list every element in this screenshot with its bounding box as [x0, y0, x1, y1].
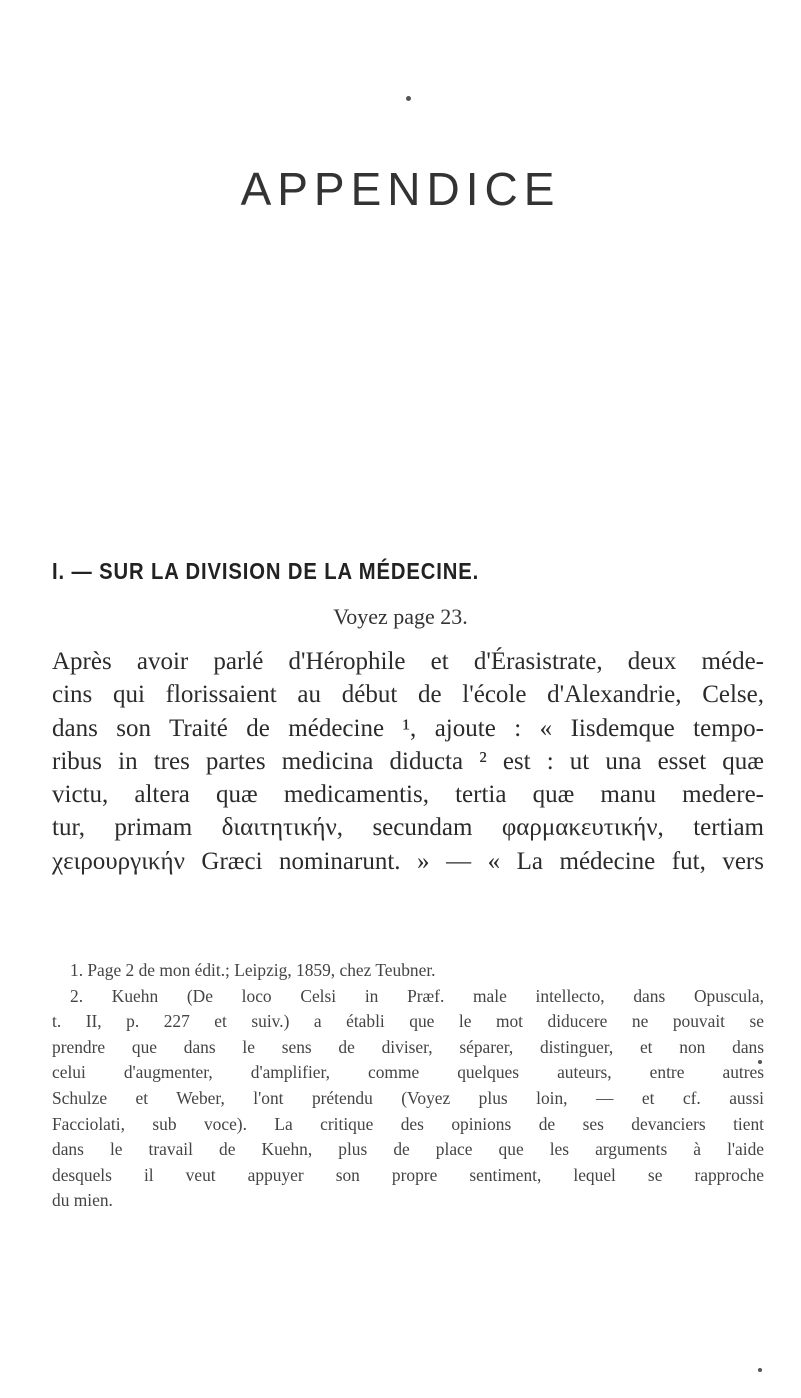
- footnote-2-line: Schulze et Weber, l'ont prétendu (Voyez plus loin, — et cf. aussi: [52, 1087, 764, 1108]
- footnote-2-line: dans le travail de Kuehn, plus de place que les arguments à l'aide: [52, 1139, 764, 1160]
- body-line: χειρουργικήν Græci nominarunt. » — « La médecine fut, vers: [52, 847, 764, 875]
- body-paragraph: [52, 645, 764, 878]
- section-heading: I. — SUR LA DIVISION DE LA MÉDECINE.: [52, 558, 480, 584]
- footnote-2-line: prendre que dans le sens de diviser, séparer, distinguer, et non dans: [52, 1036, 764, 1057]
- body-line: cins qui florissaient au début de l'école d'Alexandrie, Celse,: [52, 681, 764, 709]
- body-line: ribus in tres partes medicina diducta ² est : ut una esset quæ: [52, 747, 764, 775]
- print-speck: [758, 1368, 762, 1372]
- body-line: victu, altera quæ medicamentis, tertia quæ manu medere-: [52, 781, 764, 809]
- footnote-2-line: desquels il veut appuyer son propre sentiment, lequel se rapproche: [52, 1164, 764, 1185]
- footnote-2-line: du mien.: [52, 1190, 113, 1211]
- print-speck: [406, 96, 411, 101]
- page-title: APPENDICE: [240, 163, 561, 215]
- footnote-2-line: t. II, p. 227 et suiv.) a établi que le mot diducere ne pouvait se: [52, 1011, 764, 1032]
- body-line: tur, primam διαιτητικήν, secundam φαρμακευτικήν, tertiam: [52, 814, 764, 842]
- footnote-2-line: Facciolati, sub voce). La critique des opinions de ses devanciers tient: [52, 1113, 764, 1134]
- body-line: Après avoir parlé d'Hérophile et d'Érasistrate, deux méde-: [52, 648, 764, 675]
- footnotes: [52, 958, 764, 1214]
- body-line: dans son Traité de médecine ¹, ajoute : « Iisdemque tempo-: [52, 714, 764, 742]
- footnote-1: 1. Page 2 de mon édit.; Leipzig, 1859, chez Teubner.: [70, 960, 436, 980]
- footnote-2-line: 2. Kuehn (De loco Celsi in Præf. male intellecto, dans Opuscula,: [70, 985, 764, 1006]
- footnote-2-line: celui d'augmenter, d'amplifier, comme quelques auteurs, entre autres: [52, 1062, 764, 1083]
- cross-reference: Voyez page 23.: [333, 604, 468, 629]
